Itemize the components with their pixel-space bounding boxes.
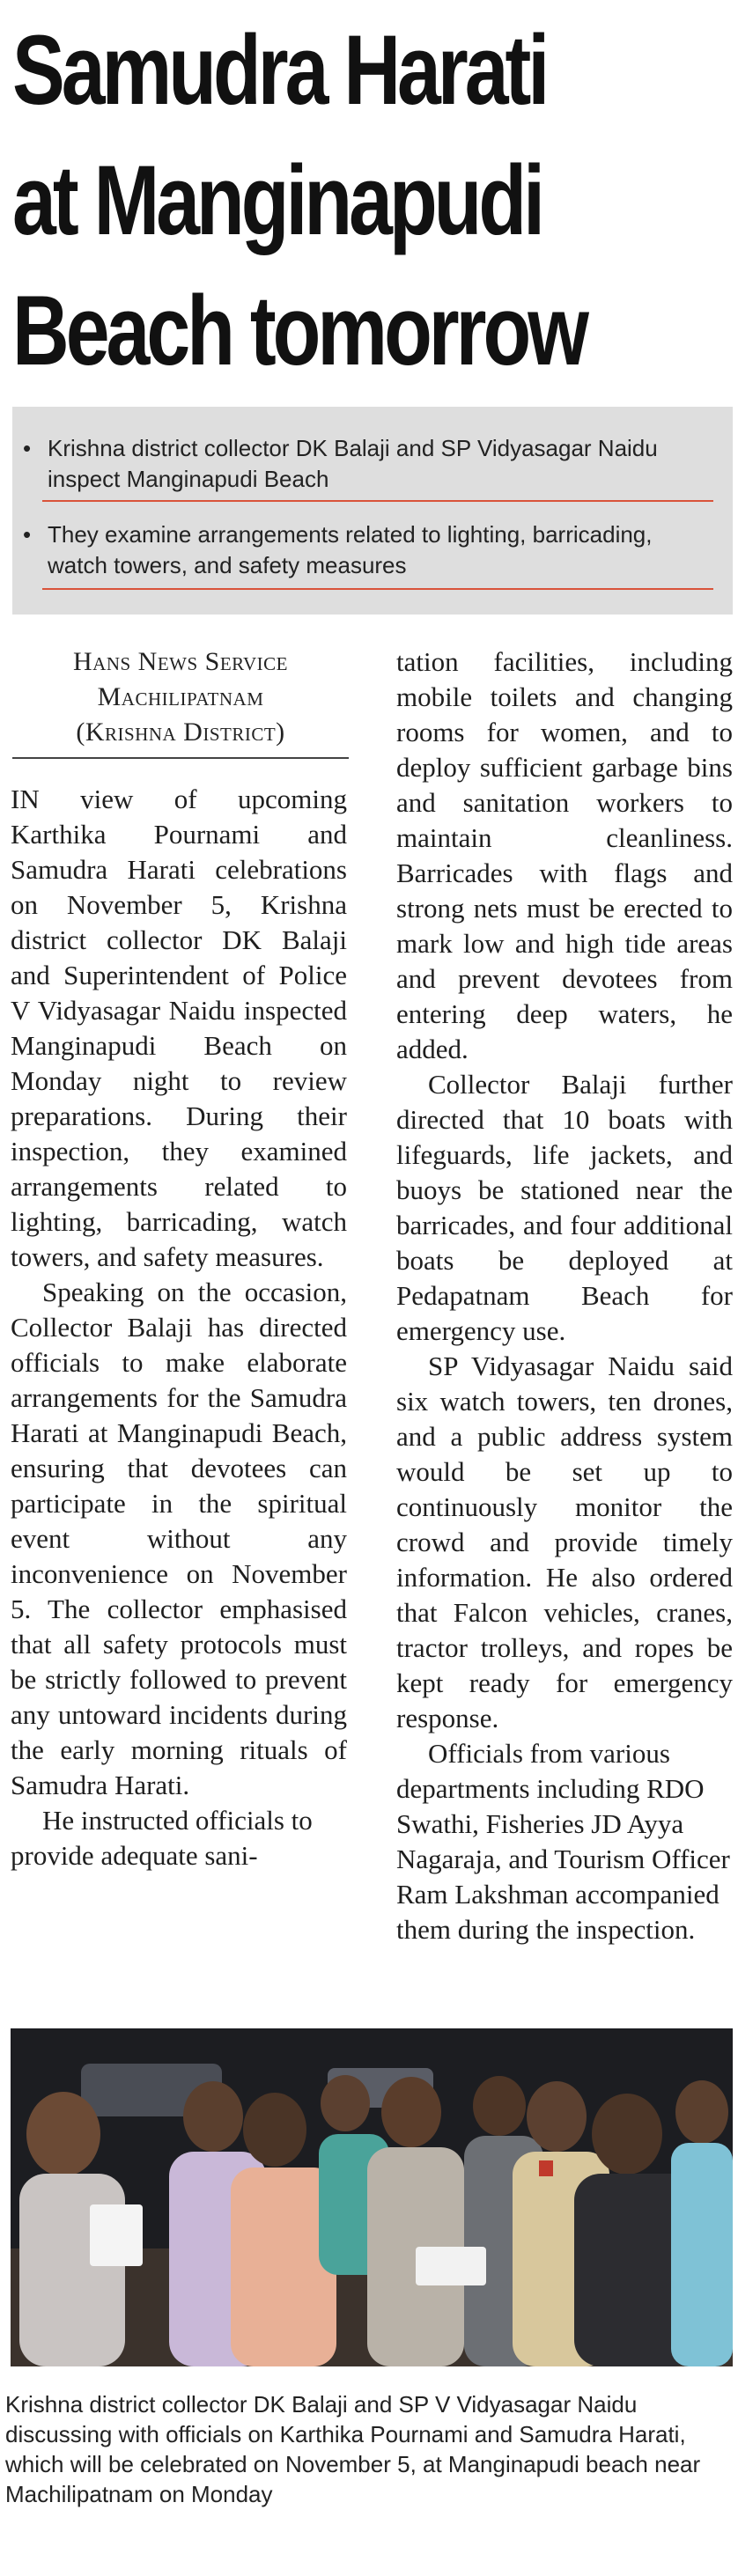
article-paragraph: IN view of upcoming Karthika Pournami and Samudra Harati celebrations on November 5, Krishna district collector DK Balaji and Superintendent of Police V Vidyasagar Naidu inspected Manginapudi Beach on Monday night to review preparations. During their inspection, they examined arrangements related to lighting, barricading, watch towers, and safety measures. — [11, 784, 347, 1272]
article-paragraph: tation facilities, including mobile toilets and changing rooms for women, and to deploy sufficient garbage bins and sanitation workers to maintain cleanliness. Barricades with flags and strong nets must be erected to mark low and high tide areas and prevent devotees from entering deep waters, he added. — [396, 646, 733, 1064]
highlights-box — [12, 407, 733, 615]
bullet-icon: • — [23, 521, 32, 548]
byline-agency: Hans News Service — [73, 647, 288, 676]
bullet-icon: • — [23, 435, 32, 461]
highlight-divider — [42, 588, 713, 590]
article-paragraph: Speaking on the occasion, Collector Balaji has directed officials to make elaborate arrangements for the Samudra Harati at Manginapudi Beach, ensuring that devotees can participate in the spiritual event without any inconvenience on November 5. The collector emphasised that all safety protocols must be strictly followed to prevent any untoward incidents during the early morning rituals of Samudra Harati. — [11, 1277, 347, 1800]
byline-district: (Krishna District) — [76, 718, 285, 747]
headline-line-1: Samudra Harati — [12, 15, 547, 125]
article-paragraph: SP Vidyasagar Naidu said six watch towers, ten drones, and a public address system would be set up to continuously monitor the crowd and provide timely information. He also ordered that Falcon vehicles, cranes, tractor trolleys, and ropes be kept ready for emergency response. — [396, 1351, 733, 1733]
highlight-item — [23, 519, 717, 581]
headline-line-2: at Manginapudi — [12, 145, 542, 255]
headline-line-3: Beach tomorrow — [12, 276, 586, 386]
news-photo — [11, 2028, 733, 2366]
article-paragraph: Collector Balaji further directed that 10 boats with lifeguards, life jackets, and buoys be stationed near the barricades, and four additional boats be deployed at Pedapatnam Beach for emergency use. — [396, 1069, 733, 1346]
article-paragraph: Officials from various departments including RDO Swathi, Fisheries JD Ayya Nagaraja, and Tourism Officer Ram Lakshman accompanied them during the inspection. — [396, 1738, 730, 1945]
article-column-left — [11, 782, 347, 1873]
article-paragraph: He instructed officials to provide adequate sani- — [11, 1805, 313, 1871]
highlight-divider — [42, 500, 713, 502]
article-column-right — [396, 644, 733, 1947]
byline-place: Machilipatnam — [97, 682, 264, 711]
byline-divider — [12, 757, 349, 759]
photo-illustration — [11, 2028, 733, 2366]
highlight-text: They examine arrangements related to lighting, barricading, watch towers, and safety measures — [48, 521, 653, 578]
highlight-text: Krishna district collector DK Balaji and SP Vidyasagar Naidu inspect Manginapudi Beach — [48, 435, 658, 492]
highlight-item — [23, 433, 717, 495]
photo-caption: Krishna district collector DK Balaji and SP V Vidyasagar Naidu discussing with officials on Karthika Pournami and Samudra Harati, which will be celebrated on November 5, at Manginapudi beach near Machilipatnam on Monday — [5, 2391, 701, 2507]
headline — [12, 5, 590, 396]
byline — [12, 644, 349, 750]
